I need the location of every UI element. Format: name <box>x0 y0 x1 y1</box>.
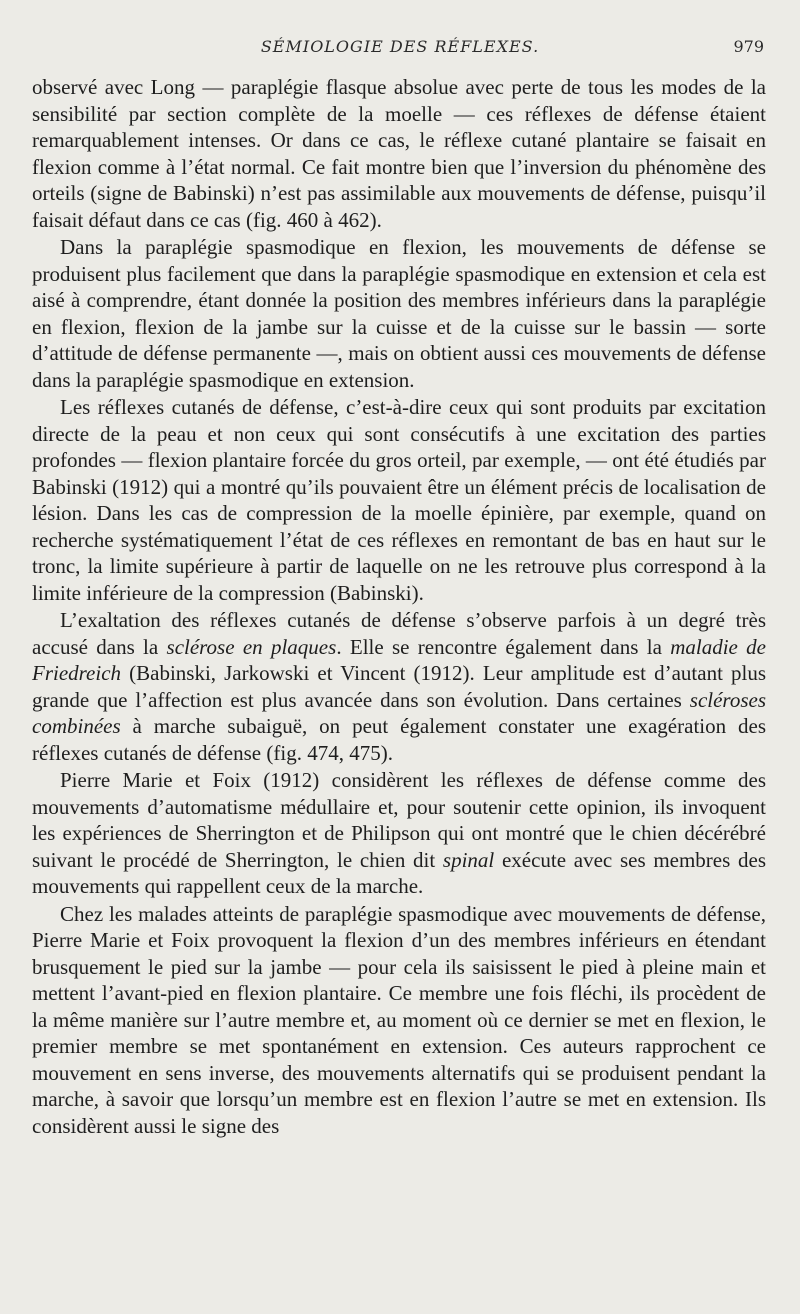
text-run: (Babinski, Jarkowski et Vincent (1912). Leur amplitude est d’autant plus grande que l’affection est plus avancée dans son évolution. Dans certaines <box>32 661 766 712</box>
text-run: exécute avec ses membres des mouvements qui rappellent ceux de la marche. <box>32 847 766 898</box>
text-run: L’exaltation des réflexes cutanés de défense s’observe parfois à un degré très accusé dans la <box>32 608 766 659</box>
page-header <box>0 34 800 60</box>
text-run: Dans la paraplégie spasmodique en flexion, les mouvements de défense se produisent plus facilement que dans la paraplégie spasmodique en extension et cela est aisé à comprendre, étant donnée la position des membres inférieurs dans la paraplégie en flexion, flexion de la jambe sur la cuisse et de la cuisse sur le bassin — sorte d’attitude de défense permanente —, mais on obtient aussi ces mouvements de défense dans la paraplégie spasmodique en extension. <box>32 235 766 392</box>
italic-term: spinal <box>442 847 495 872</box>
paragraph <box>32 394 766 606</box>
italic-term: sclérose en plaques <box>166 634 337 659</box>
paragraph <box>32 607 766 766</box>
text-run: observé avec Long — paraplégie flasque absolue avec perte de tous les modes de la sensibilité par section complète de la moelle — ces réflexes de défense étaient remarquablement intenses. Or dans ce cas, le réflexe cutané plantaire se faisait en flexion comme à l’état normal. Ce fait montre bien que l’inversion du phénomène des orteils (signe de Babinski) n’est pas assimilable aux mouvements de défense, puisqu’il faisait défaut dans ce cas (fig. 460 à 462). <box>32 75 766 232</box>
page-number: 979 <box>733 37 764 56</box>
paragraph <box>32 234 766 393</box>
paragraph <box>32 74 766 233</box>
italic-term: maladie de Friedreich <box>32 634 766 685</box>
running-title: SÉMIOLOGIE DES RÉFLEXES. <box>260 37 540 56</box>
paragraph <box>32 901 766 1140</box>
paragraph <box>32 767 766 900</box>
text-run: Pierre Marie et Foix (1912) considèrent les réflexes de défense comme des mouvements d’automatisme médullaire et, pour soutenir cette opinion, ils invoquent les expériences de Sherrington et de Philipson qui ont montré que le chien décérébré suivant le procédé de Sherrington, le chien dit <box>32 768 766 872</box>
text-run: Les réflexes cutanés de défense, c’est-à-dire ceux qui sont produits par excitation directe de la peau et non ceux qui sont consécutifs à une excitation des parties profondes — flexion plantaire forcée du gros orteil, par exemple, — ont été étudiés par Babinski (1912) qui a montré qu’ils pouvaient être un élément précis de localisation de lésion. Dans les cas de compression de la moelle épinière, par exemple, quand on recherche systématiquement l’état de ces réflexes en remontant de bas en haut sur le tronc, la limite supérieure à partir de laquelle on ne les retrouve plus correspond à la limite inférieure de la compression (Babinski). <box>32 395 766 605</box>
text-run: Chez les malades atteints de paraplégie spasmodique avec mouvements de défense, Pierre Marie et Foix provoquent la flexion d’un des membres inférieurs en étendant brusquement le pied sur la jambe — pour cela ils saisissent le pied à pleine main et mettent l’avant-pied en flexion plantaire. Ce membre une fois fléchi, ils procèdent de la même manière sur l’autre membre et, au moment où ce dernier se met en flexion, le premier membre se met spontanément en extension. Ces auteurs rapprochent ce mouvement en sens inverse, des mouvements alternatifs qui se produisent pendant la marche, à savoir que lorsqu’un membre est en flexion l’autre se met en extension. Ils considèrent aussi le signe des <box>32 901 766 1138</box>
body-text <box>32 74 766 1139</box>
text-run: à marche subaiguë, on peut également constater une exagération des réflexes cutanés de défense (fig. 474, 475). <box>32 714 766 765</box>
italic-term: scléroses combinées <box>32 687 766 738</box>
text-run: . Elle se rencontre également dans la <box>336 634 671 659</box>
